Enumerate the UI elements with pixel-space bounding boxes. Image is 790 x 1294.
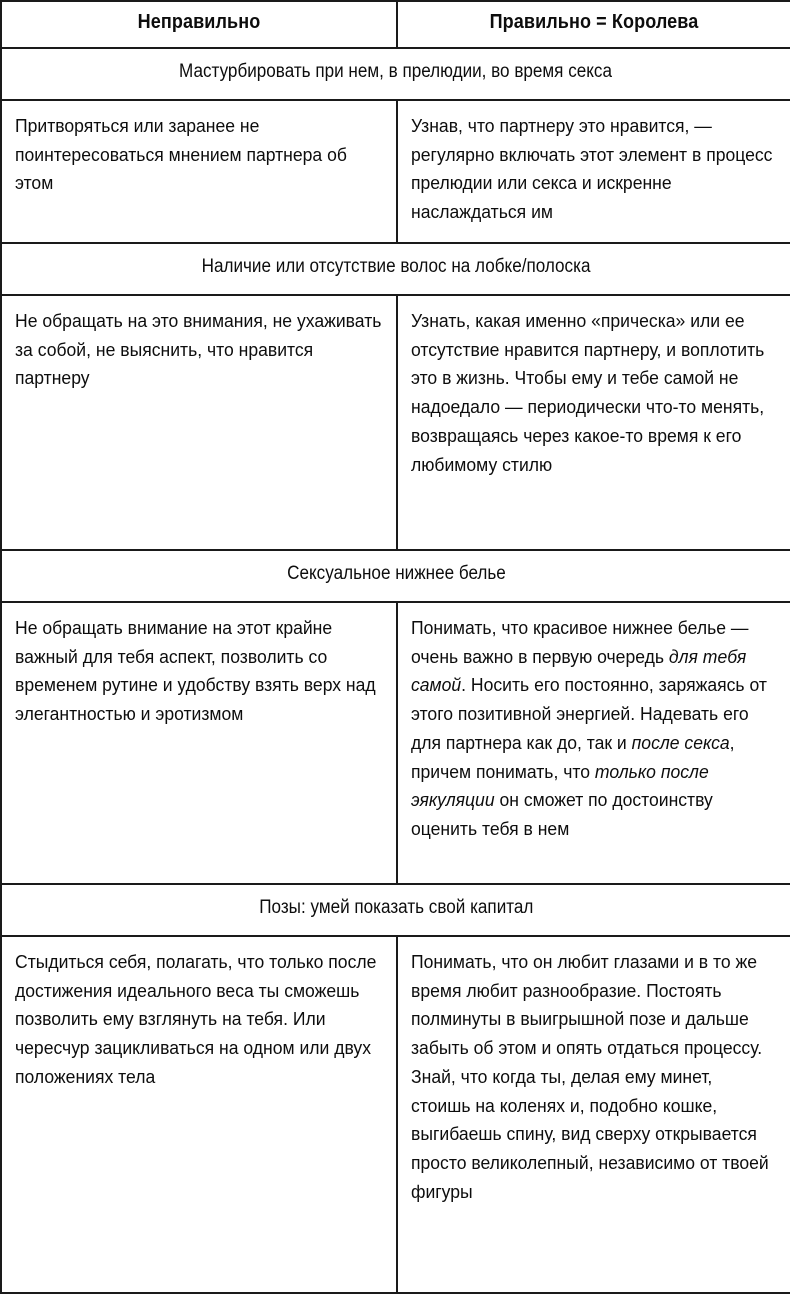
cell-wrong-1-text: Притворяться или заранее не поинтересоваться мнением партнера об этом	[15, 115, 347, 194]
cell-right-3	[397, 602, 790, 884]
cell-wrong-3	[1, 602, 397, 884]
cell-right-2-text: Узнать, какая именно «прическа» или ее отсутствие нравится партнеру, и воплотить это в жизнь. Чтобы ему и тебе самой не надоедало — периодически что-то менять, возвращаясь через какое-то время к его любимому стилю	[411, 310, 765, 475]
section-title-2-text: Наличие или отсутствие волос на лобке/полоска	[201, 256, 591, 277]
section-title-4	[1, 884, 790, 936]
section-title-4-text: Позы: умей показать свой капитал	[258, 897, 534, 918]
cell-right-3-text: Понимать, что красивое нижнее белье — очень важно в первую очередь для тебя самой. Носить его постоянно, заряжаясь от этого позитивной энергией. Надевать его для партнера как до, так и после секса, причем понимать, что только после эякуляции он сможет по достоинству оценить тебя в нем	[411, 617, 767, 840]
cell-right-1	[397, 100, 790, 243]
column-header-right: Правильно = Королева	[421, 1, 768, 48]
cell-right-1-text: Узнав, что партнеру это нравится, — регулярно включать этот элемент в процесс прелюдии или секса и искренне наслаждаться им	[411, 115, 773, 223]
section-title-3	[1, 550, 790, 602]
cell-wrong-2	[1, 295, 397, 550]
cell-wrong-4	[1, 936, 397, 1293]
section-band-row	[1, 550, 790, 602]
cell-right-4-text: Понимать, что он любит глазами и в то же время любит разнообразие. Постоять полминуты в выигрышной позе и дальше забыть об этом и опять отдаться процессу. Знай, что когда ты, делая ему минет, стоишь на коленях и, подобно кошке, выгибаешь спину, вид сверху открывается просто великолепный, независимо от твоей фигуры	[411, 951, 769, 1202]
table-row	[1, 936, 790, 1293]
table-header-row	[1, 1, 790, 48]
cell-wrong-4-text: Стыдиться себя, полагать, что только после достижения идеального веса ты сможешь позволить ему взглянуть на тебя. Или чересчур зацикливаться на одном или двух положениях тела	[15, 951, 377, 1087]
cell-wrong-1	[1, 100, 397, 243]
section-title-1	[1, 48, 790, 100]
column-header-wrong: Неправильно	[25, 1, 373, 48]
cell-right-4	[397, 936, 790, 1293]
section-band-row	[1, 243, 790, 295]
section-title-1-text: Мастурбировать при нем, в прелюдии, во время секса	[179, 61, 613, 82]
section-band-row	[1, 884, 790, 936]
section-title-2	[1, 243, 790, 295]
cell-wrong-2-text: Не обращать на это внимания, не ухаживать за собой, не выяснить, что нравится партнеру	[15, 310, 382, 389]
section-title-3-text: Сексуальное нижнее белье	[286, 563, 506, 584]
cell-wrong-3-text: Не обращать внимание на этот крайне важный для тебя аспект, позволить со временем рутине и удобству взять верх над элегантностью и эротизмом	[15, 617, 376, 725]
table-row	[1, 100, 790, 243]
table-row	[1, 295, 790, 550]
table-row	[1, 602, 790, 884]
section-band-row	[1, 48, 790, 100]
cell-right-2	[397, 295, 790, 550]
